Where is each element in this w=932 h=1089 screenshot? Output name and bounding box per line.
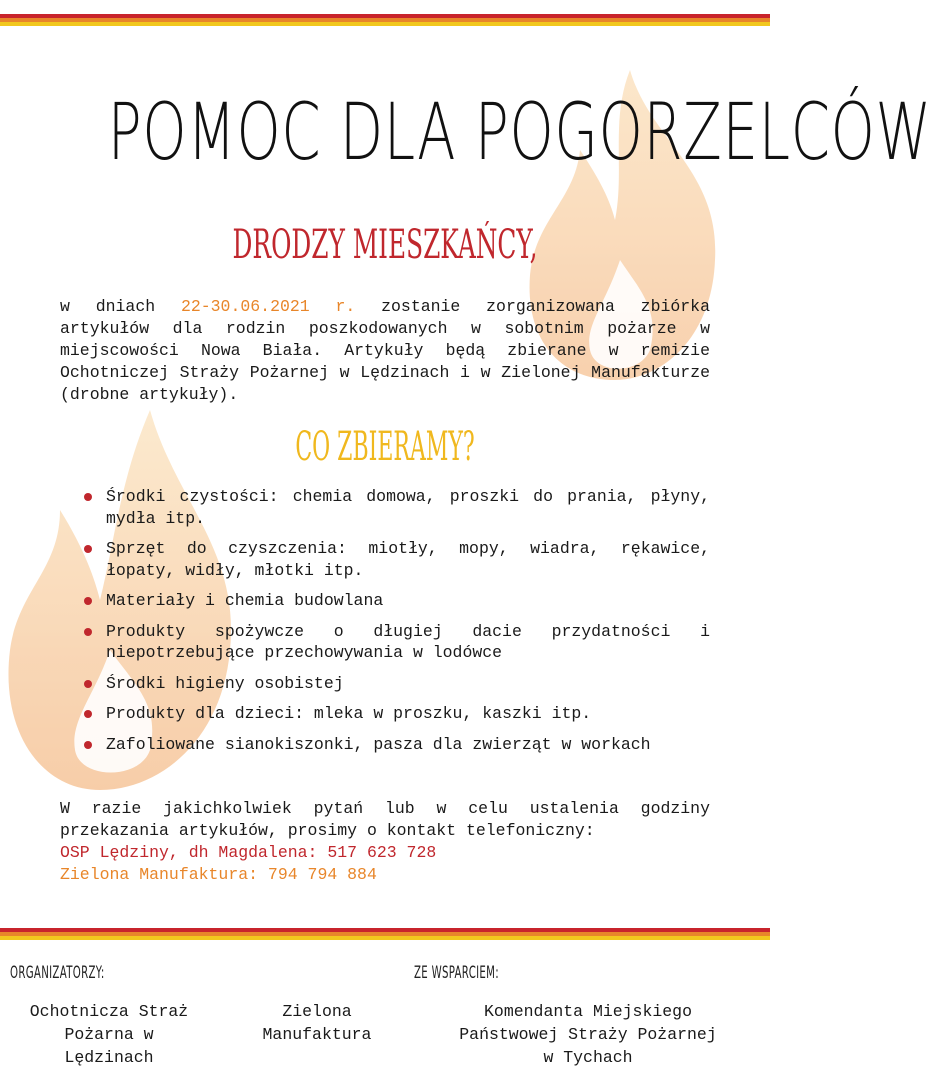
organizers-label: ORGANIZATORZY: (10, 963, 105, 983)
list-item: Sprzęt do czyszczenia: miotły, mopy, wiadra, rękawice, łopaty, widły, młotki itp. (84, 538, 710, 581)
contact-section (60, 798, 710, 886)
contact-zielona-phone[interactable]: Zielona Manufaktura: 794 794 884 (60, 865, 377, 884)
bullet-icon (84, 493, 92, 501)
intro-prefix: w dniach (60, 297, 181, 316)
supporter-komenda: Komendanta Miejskiego Państwowej Straży Pożarnej w Tychach (459, 1002, 717, 1067)
intro-dates: 22-30.06.2021 r. (180, 297, 356, 316)
contact-text: W razie jakichkolwiek pytań lub w celu ustalenia godziny przekazania artykułów, prosimy o kontakt telefoniczny: (60, 799, 710, 840)
bullet-icon (84, 628, 92, 636)
bullet-icon (84, 741, 92, 749)
collection-heading: CO ZBIERAMY? (295, 424, 475, 470)
list-item: Środki czystości: chemia domowa, proszki do prania, płyny, mydła itp. (84, 486, 710, 529)
bullet-icon (84, 710, 92, 718)
bullet-icon (84, 545, 92, 553)
page-title: POMOC DLA POGORZELCÓW (107, 88, 932, 178)
organizer-zielona: Zielona Manufaktura (262, 1002, 372, 1044)
list-item: Produkty spożywcze o długiej dacie przydatności i niepotrzebujące przechowywania w lodówce (84, 621, 710, 664)
list-item: Zafoliowane sianokiszonki, pasza dla zwierząt w workach (84, 734, 710, 756)
support-label: ZE WSPARCIEM: (414, 963, 500, 983)
bullet-icon (84, 597, 92, 605)
items-list (84, 486, 710, 764)
top-stripes (0, 14, 770, 26)
organizer-osp: Ochotnicza Straż Pożarna w Lędzinach (29, 1002, 189, 1067)
intro-paragraph (60, 296, 710, 406)
list-item: Środki higieny osobistej (84, 673, 710, 695)
list-item: Materiały i chemia budowlana (84, 590, 710, 612)
bullet-icon (84, 680, 92, 688)
greeting-heading: DRODZY MIESZKAŃCY, (232, 222, 538, 268)
bottom-stripes (0, 928, 770, 940)
list-item: Produkty dla dzieci: mleka w proszku, kaszki itp. (84, 703, 710, 725)
contact-osp-phone[interactable]: OSP Lędziny, dh Magdalena: 517 623 728 (60, 843, 437, 862)
intro-text: zostanie zorganizowana zbiórka artykułów dla rodzin poszkodowanych w sobotnim pożarze w miejscowości Nowa Biała. Artykuły będą zbierane w remizie Ochotniczej Straży Pożarnej w Lędzinach i w Zielonej Manufakturze (drobne artykuły). (60, 297, 710, 404)
